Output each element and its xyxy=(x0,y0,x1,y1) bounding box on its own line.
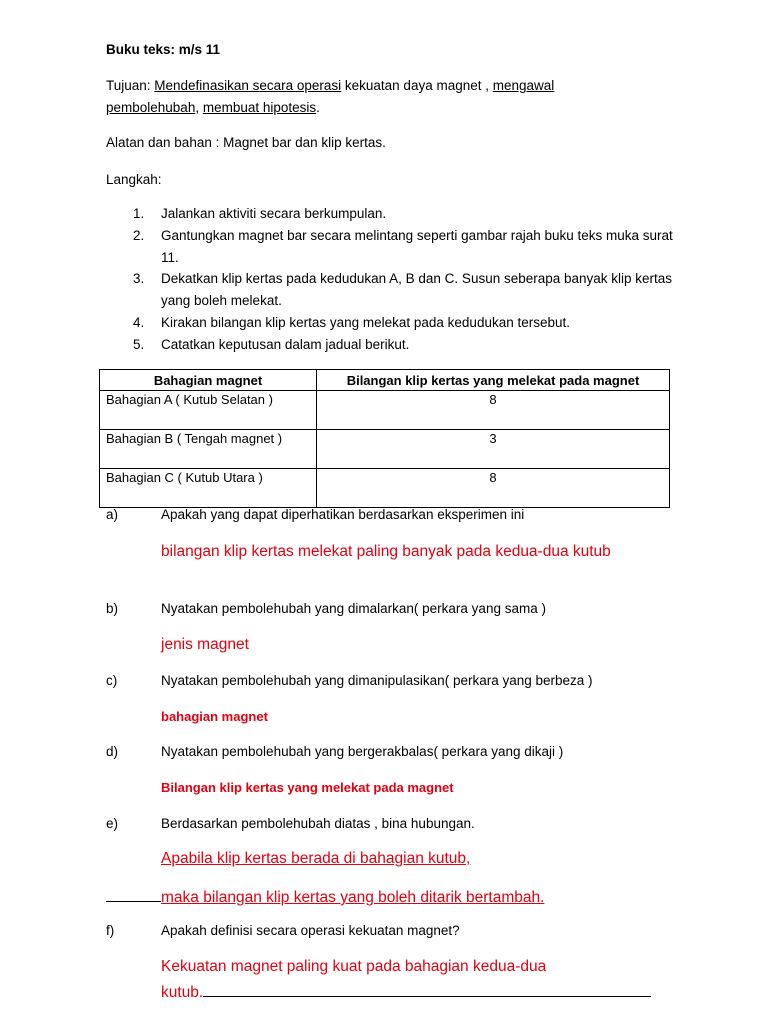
step-item xyxy=(133,268,693,312)
table-cell-count: 3 xyxy=(317,430,670,469)
step-item xyxy=(133,334,693,356)
answer-d: Bilangan klip kertas yang melekat pada magnet xyxy=(161,780,454,795)
table-cell-part: Bahagian A ( Kutub Selatan ) xyxy=(100,391,317,430)
table-cell-part: Bahagian C ( Kutub Utara ) xyxy=(100,469,317,508)
results-table xyxy=(99,369,670,508)
tujuan-line-2 xyxy=(106,99,320,117)
steps-list xyxy=(133,203,693,356)
tujuan-period: . xyxy=(316,100,320,115)
alatan-line: Alatan dan bahan : Magnet bar dan klip kertas. xyxy=(106,135,386,150)
question-d: Nyatakan pembolehubah yang bergerakbalas( perkara yang dikaji ) xyxy=(161,744,564,759)
step-number: 2. xyxy=(133,227,145,243)
table-row xyxy=(100,469,670,508)
step-item xyxy=(133,203,693,225)
question-f: Apakah definisi secara operasi kekuatan magnet? xyxy=(161,923,460,938)
table-cell-count: 8 xyxy=(317,469,670,508)
table-cell-count: 8 xyxy=(317,391,670,430)
step-number: 4. xyxy=(133,314,145,330)
tujuan-term-pembolehubah: pembolehubah xyxy=(106,100,196,115)
table-header: Bilangan klip kertas yang melekat pada magnet xyxy=(317,370,670,391)
page-title: Buku teks: m/s 11 xyxy=(106,42,221,57)
answer-e-line-2-wrap xyxy=(106,886,544,907)
step-text: Kirakan bilangan klip kertas yang melekat pada kedudukan tersebut. xyxy=(161,314,571,330)
table-header: Bahagian magnet xyxy=(100,370,317,391)
step-number: 3. xyxy=(133,271,145,287)
tujuan-term-hipotesis: membuat hipotesis xyxy=(202,100,317,115)
question-b: Nyatakan pembolehubah yang dimalarkan( perkara yang sama ) xyxy=(161,601,546,616)
step-text: Catatkan keputusan dalam jadual berikut. xyxy=(161,336,410,352)
table-header-row xyxy=(100,370,670,391)
question-e: Berdasarkan pembolehubah diatas , bina hubungan. xyxy=(161,816,475,831)
answer-f-line-1: Kekuatan magnet paling kuat pada bahagian kedua-dua xyxy=(161,958,547,975)
answer-c: bahagian magnet xyxy=(161,709,268,724)
answer-blank-rule xyxy=(203,981,651,997)
answer-f-line-2: kutub. xyxy=(161,984,204,1001)
question-a: Apakah yang dapat diperhatikan berdasarkan eksperimen ini xyxy=(161,507,525,522)
answer-e-line-2: maka bilangan klip kertas yang boleh ditarik bertambah. xyxy=(161,889,545,906)
tujuan-label: Tujuan: xyxy=(106,78,155,93)
langkah-label: Langkah: xyxy=(106,172,162,187)
tujuan-comma: , xyxy=(195,100,203,115)
question-label-e: e) xyxy=(106,816,119,831)
question-label-d: d) xyxy=(106,744,119,759)
tujuan-line-1 xyxy=(106,77,554,95)
step-number: 5. xyxy=(133,336,145,352)
table-row xyxy=(100,430,670,469)
question-label-b: b) xyxy=(106,601,119,616)
tujuan-text: kekuatan daya magnet , xyxy=(341,78,493,93)
step-item xyxy=(133,225,693,269)
step-text: Jalankan aktiviti secara berkumpulan. xyxy=(161,206,387,221)
answer-f-line-2-wrap xyxy=(161,981,651,1002)
answer-e-line-1: Apabila klip kertas berada di bahagian kutub, xyxy=(161,850,471,867)
step-number: 1. xyxy=(133,206,145,221)
table-row xyxy=(100,391,670,430)
question-c: Nyatakan pembolehubah yang dimanipulasikan( perkara yang berbeza ) xyxy=(161,673,593,688)
question-label-c: c) xyxy=(106,673,118,688)
question-label-f: f) xyxy=(106,923,115,938)
answer-blank-rule xyxy=(106,886,161,902)
tujuan-term-mengawal: mengawal xyxy=(492,78,555,93)
table-cell-part: Bahagian B ( Tengah magnet ) xyxy=(100,430,317,469)
step-item xyxy=(133,312,693,334)
answer-b: jenis magnet xyxy=(161,636,249,653)
question-label-a: a) xyxy=(106,507,119,522)
step-text: Dekatkan klip kertas pada kedudukan A, B dan C. Susun seberapa banyak klip kertas yang boleh melekat. xyxy=(161,271,673,309)
tujuan-term-operasi: Mendefinasikan secara operasi xyxy=(154,78,342,93)
step-text: Gantungkan magnet bar secara melintang seperti gambar rajah buku teks muka surat 11. xyxy=(161,227,673,265)
answer-a: bilangan klip kertas melekat paling banyak pada kedua-dua kutub xyxy=(161,543,611,560)
